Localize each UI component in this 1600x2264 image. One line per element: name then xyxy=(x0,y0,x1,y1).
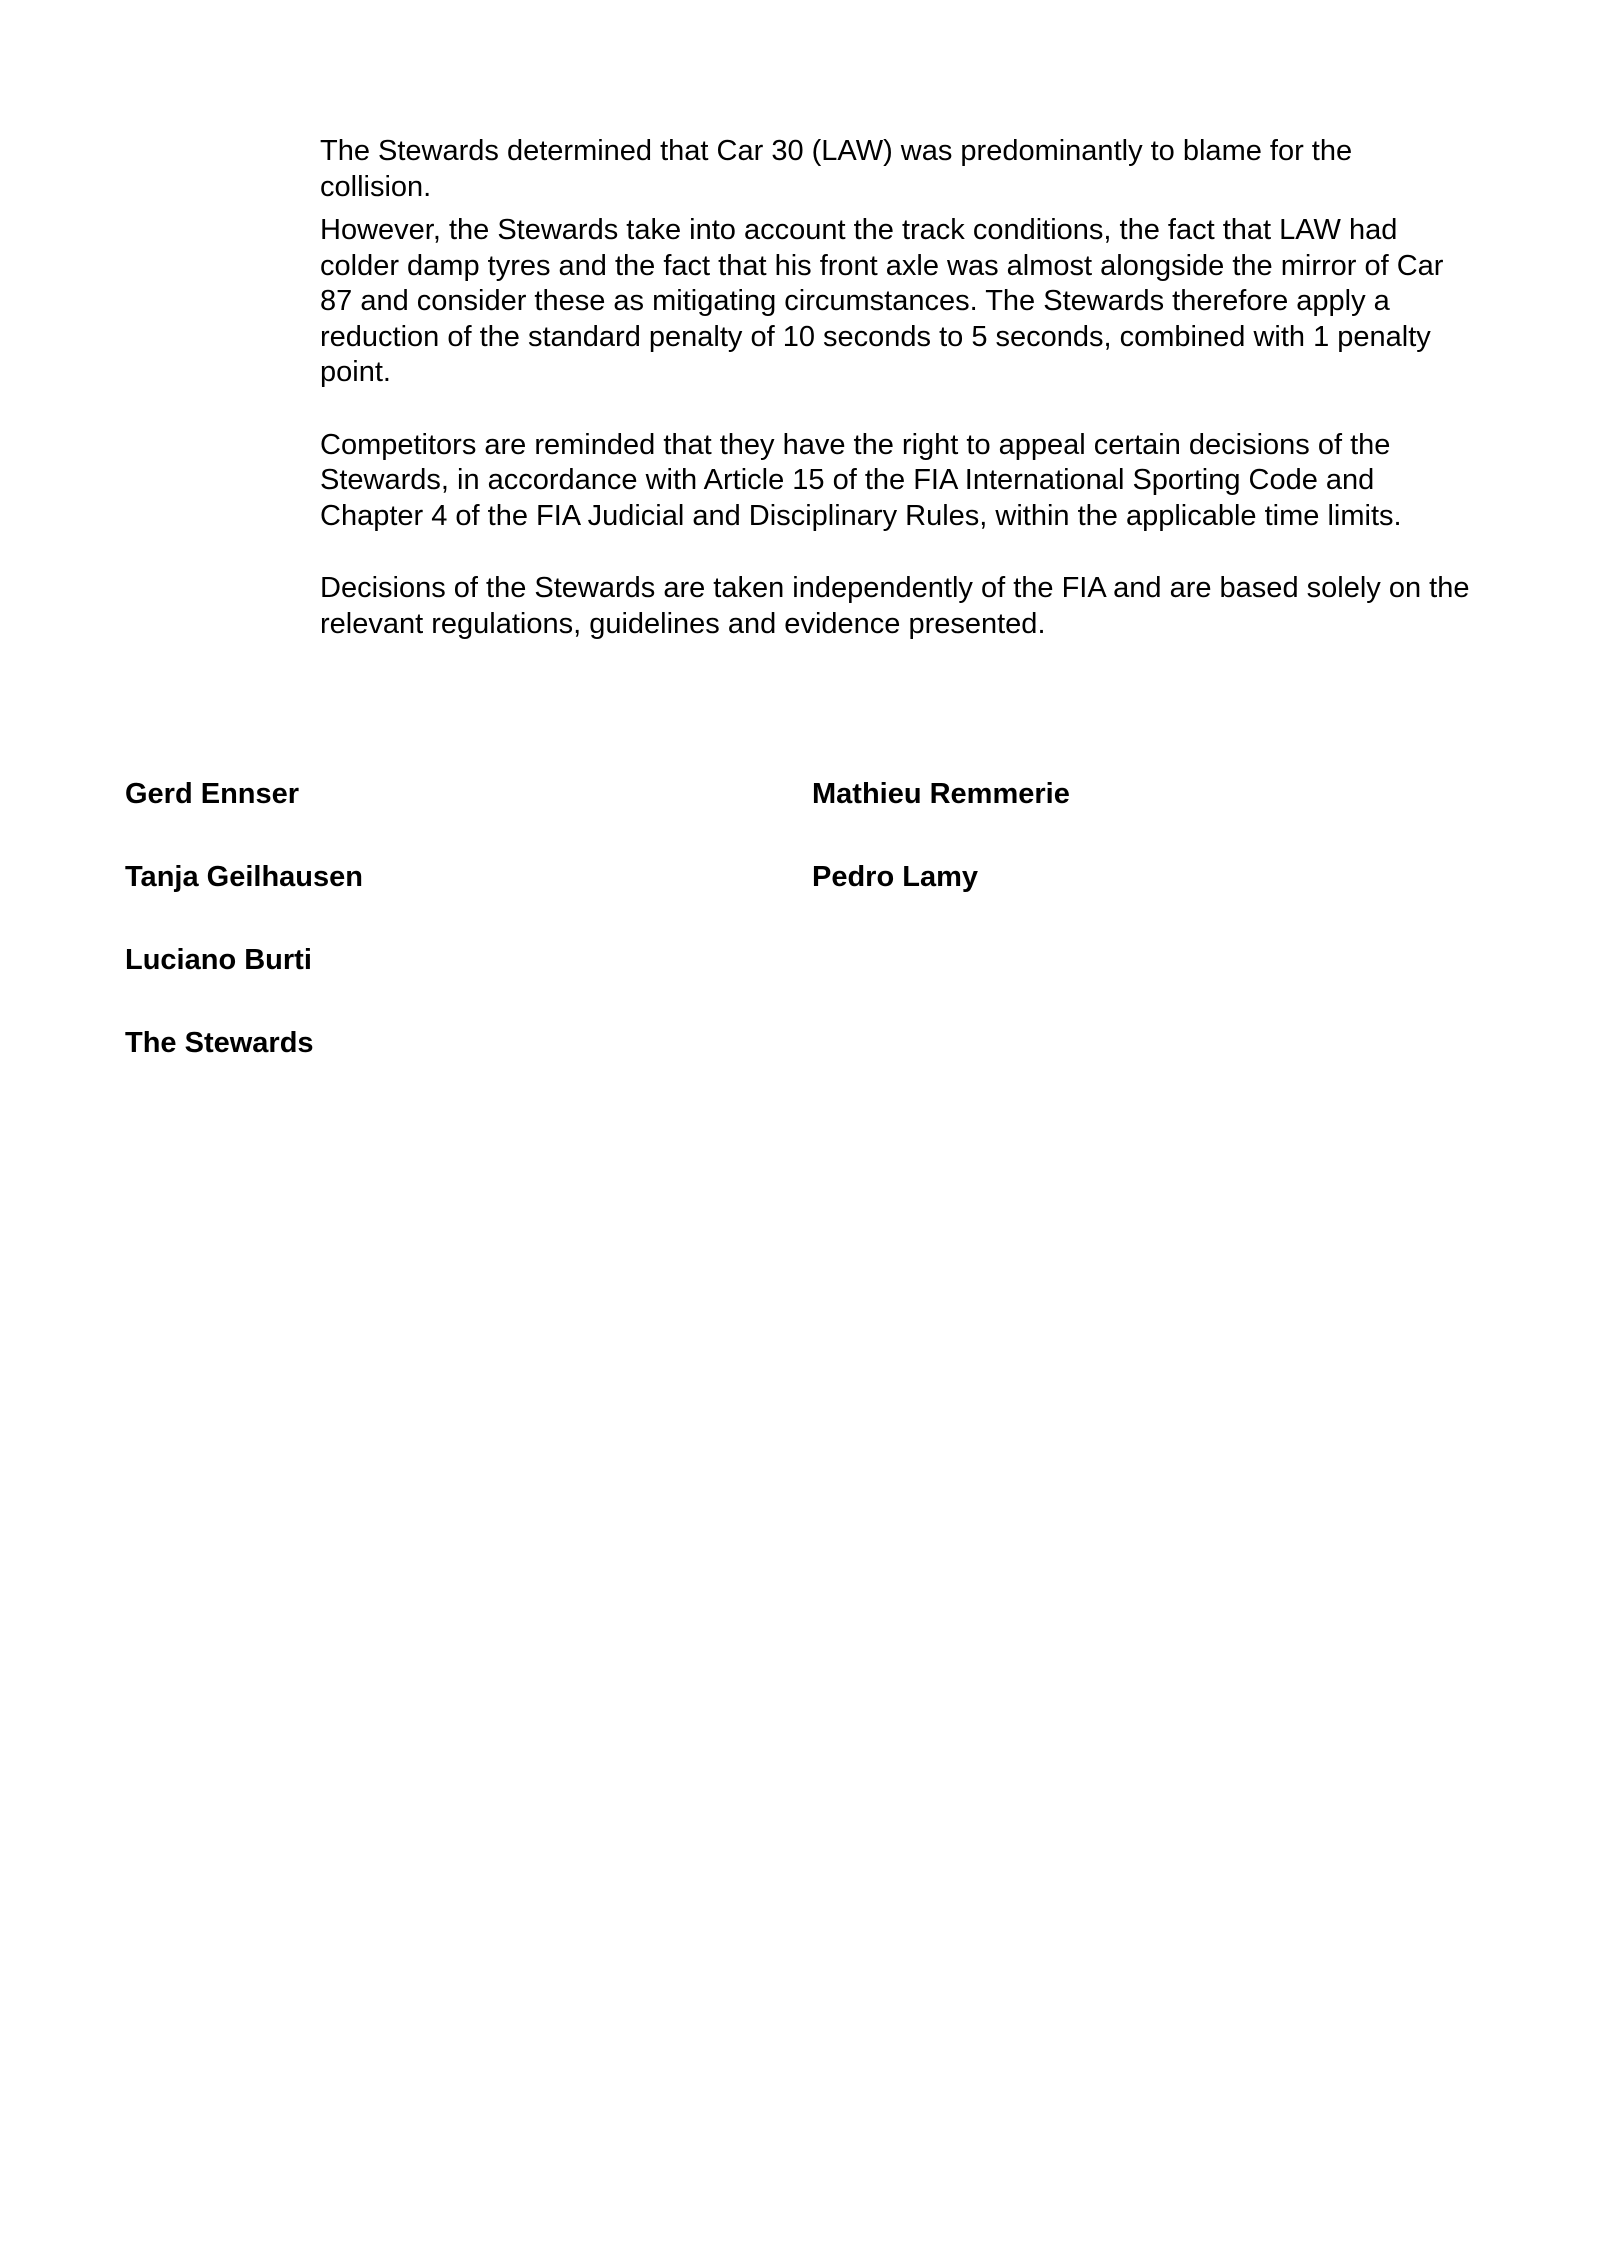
signatory-name: Mathieu Remmerie xyxy=(812,778,1070,810)
paragraph-independence: Decisions of the Stewards are taken independently of the FIA and are based solely on the relevant regulations, guidelines and evidence presented. xyxy=(320,572,1470,640)
signatory-name: Gerd Ennser xyxy=(125,778,300,810)
paragraph-mitigation: However, the Stewards take into account the track conditions, the fact that LAW had colder damp tyres and the fact that his front axle was almost alongside the mirror of Car 87 and consider these as mitigating circumstances. The Stewards therefore apply a reduction of the standard penalty of 10 seconds to 5 seconds, combined with 1 penalty point. xyxy=(320,214,1444,388)
decision-body xyxy=(320,134,1470,642)
closing-signature: The Stewards xyxy=(125,1027,314,1059)
signatory-name: Luciano Burti xyxy=(125,944,312,976)
paragraph-appeal-rights: Competitors are reminded that they have the right to appeal certain decisions of the Stewards, in accordance with Article 15 of the FIA International Sporting Code and Chapter 4 of the FIA Judicial and Disciplinary Rules, within the applicable time limits. xyxy=(320,428,1402,532)
signatory-name: Tanja Geilhausen xyxy=(125,861,363,893)
signatory-name: Pedro Lamy xyxy=(812,861,978,893)
paragraph-blame: The Stewards determined that Car 30 (LAW) was predominantly to blame for the collision. xyxy=(320,135,1353,203)
